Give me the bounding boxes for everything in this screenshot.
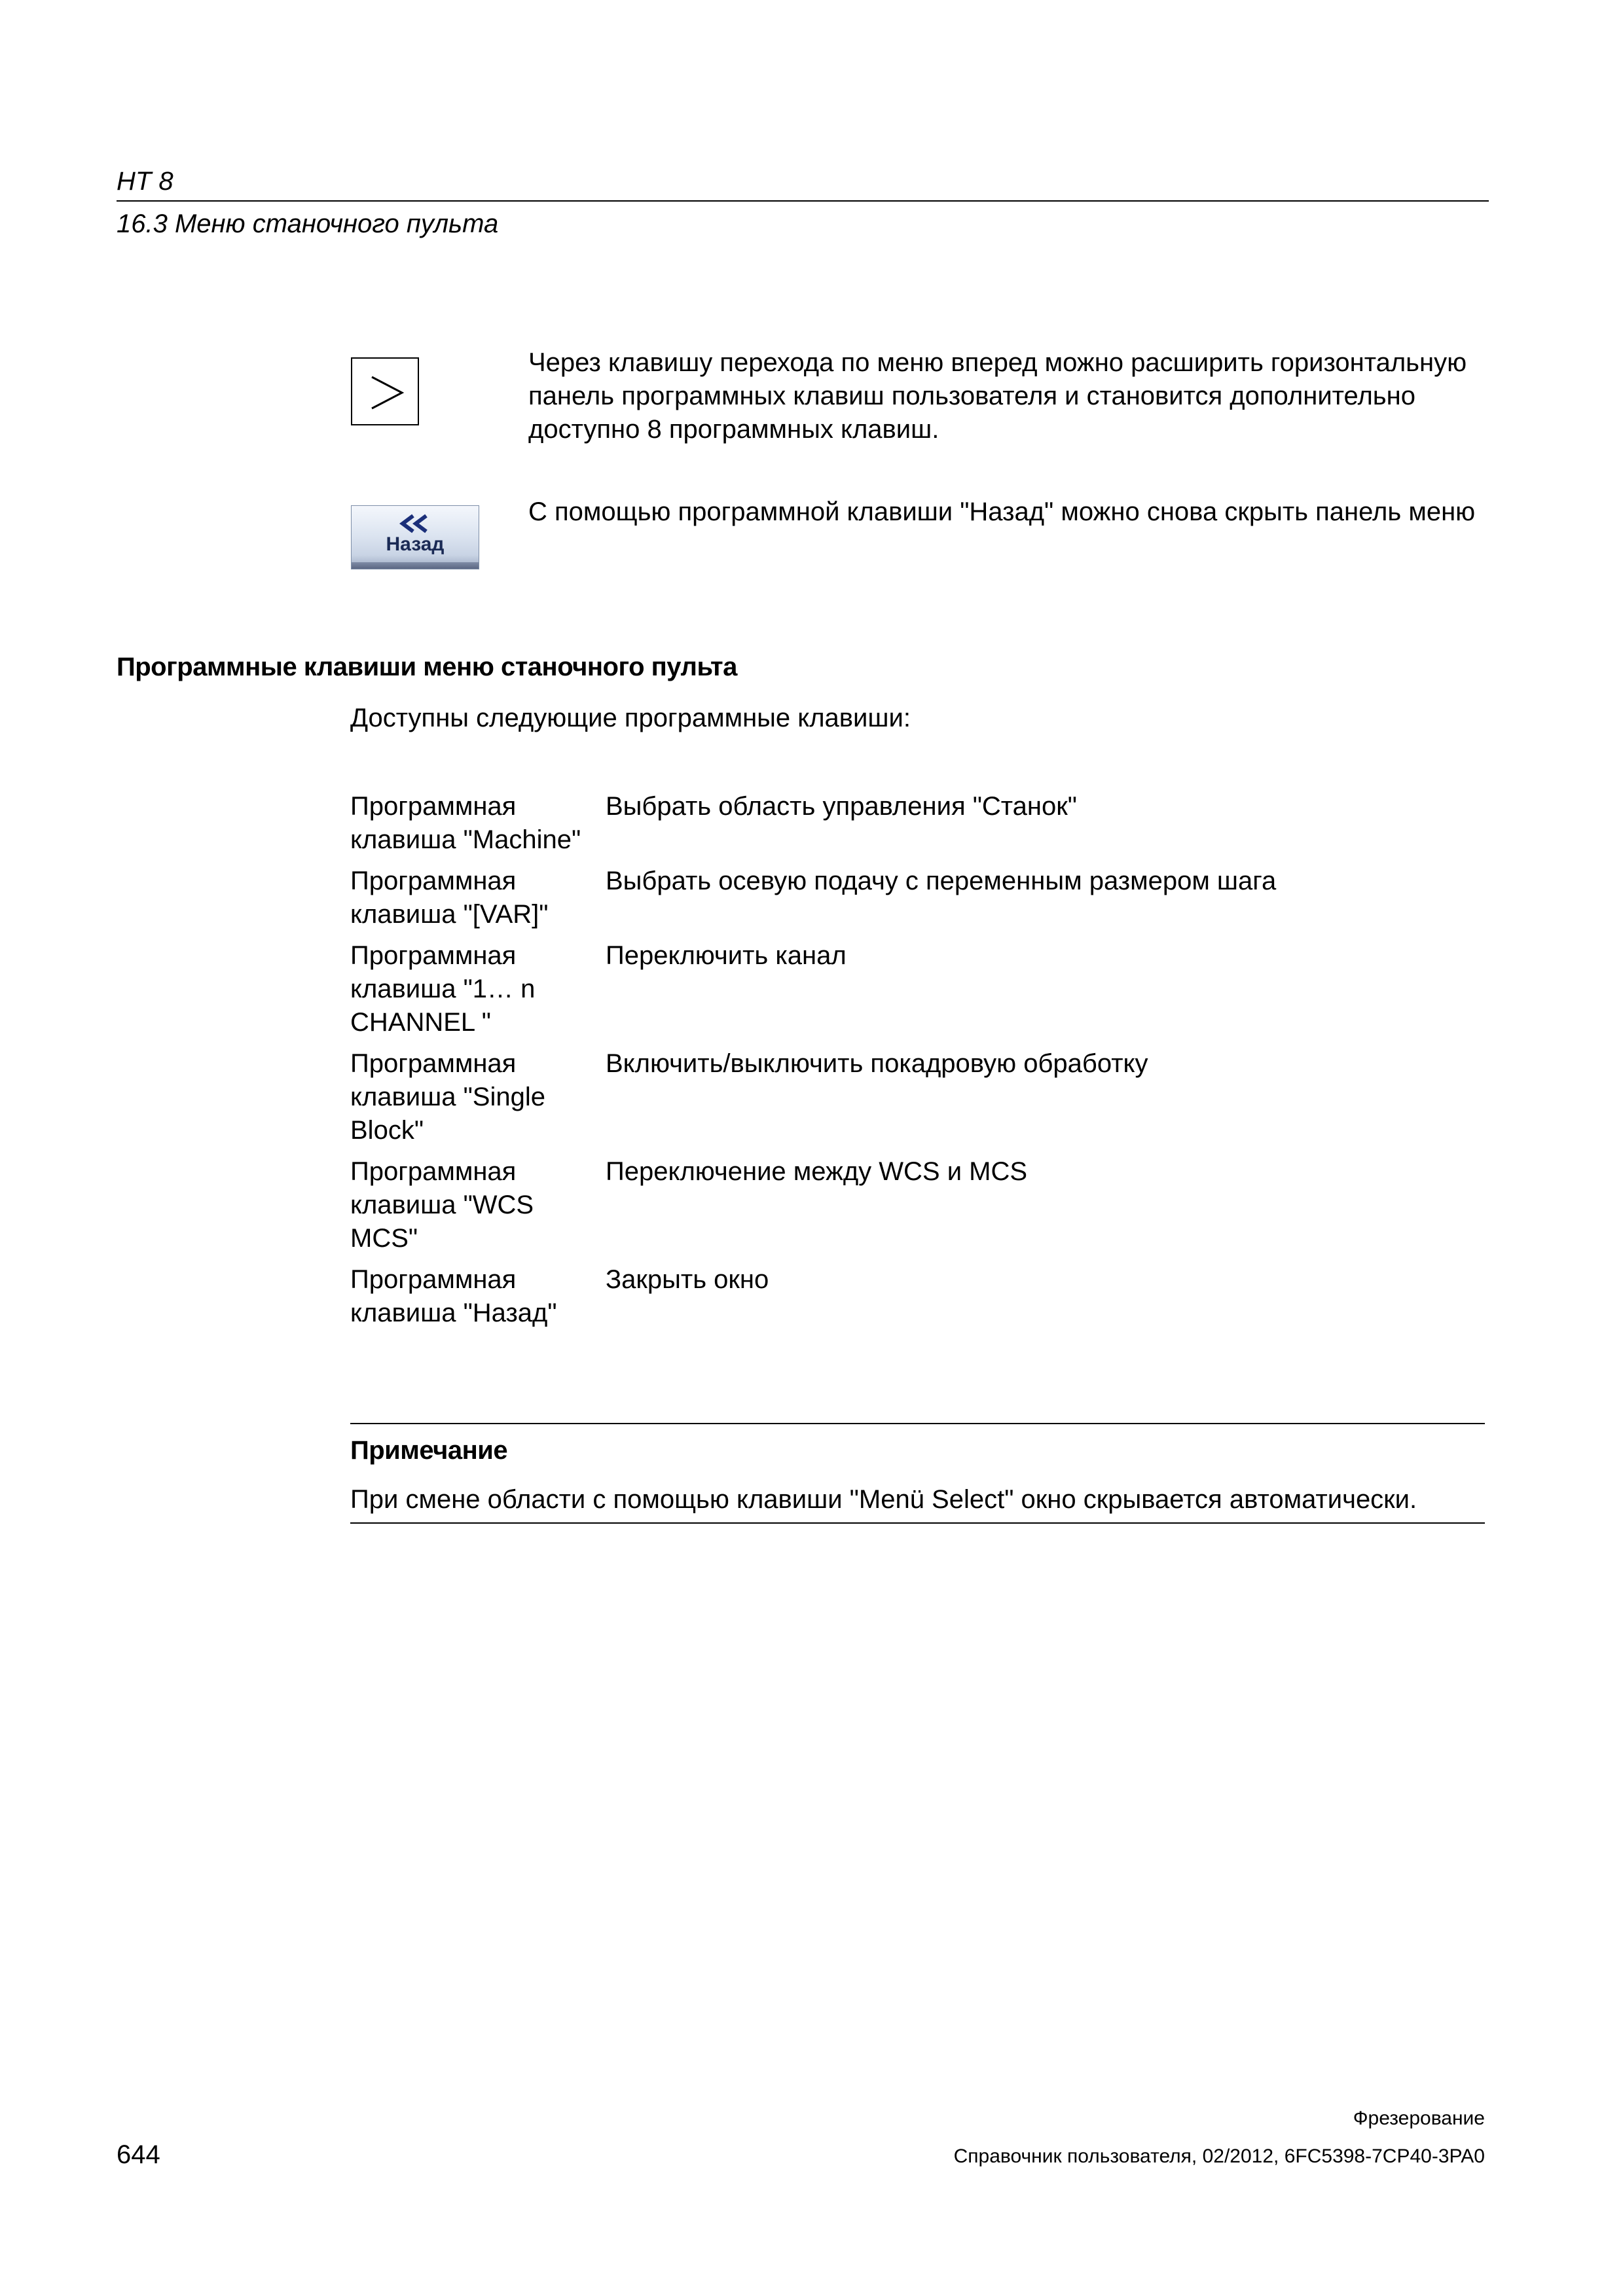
softkey-bar: [352, 562, 479, 569]
chevron-right-icon: [352, 359, 420, 427]
header-rule: [117, 200, 1489, 202]
page-number: 644: [117, 2140, 160, 2169]
softkey-description: Включить/выключить покадровую обработку: [606, 1049, 1148, 1078]
footer-product: Фрезерование: [1353, 2108, 1485, 2129]
table-row: [350, 939, 1489, 1047]
table-row: [350, 1263, 1489, 1338]
softkey-description: Закрыть окно: [606, 1265, 769, 1294]
softkey-name: Программная клавиша "Single Block": [350, 1049, 545, 1145]
softkey-name: Программная клавиша "[VAR]": [350, 867, 549, 929]
header-section-title: 16.3 Меню станочного пульта: [117, 209, 499, 238]
softkey-description: Выбрать область управления "Станок": [606, 792, 1077, 821]
note-title: Примечание: [350, 1436, 508, 1465]
header-chapter: HT 8: [117, 167, 173, 196]
double-chevron-left-icon: [397, 514, 434, 533]
available-softkeys-text: Доступны следующие программные клавиши:: [350, 704, 911, 732]
softkey-description: Выбрать осевую подачу с переменным размером шага: [606, 867, 1277, 895]
softkey-table: [350, 790, 1489, 1338]
softkey-name: Программная клавиша "1… n CHANNEL ": [350, 941, 536, 1037]
back-key-description: С помощью программной клавиши "Назад" можно снова скрыть панель меню: [528, 497, 1476, 526]
softkey-name: Программная клавиша "WCS MCS": [350, 1157, 534, 1253]
menu-forward-key: [351, 357, 419, 425]
table-row: [350, 1155, 1489, 1263]
back-softkey-image: [351, 505, 479, 569]
softkey-description: Переключить канал: [606, 941, 847, 970]
table-row: [350, 790, 1489, 865]
softkey-name: Программная клавиша "Назад": [350, 1265, 557, 1327]
section-heading: Программные клавиши меню станочного пульта: [117, 653, 737, 681]
note-rule-bottom: [350, 1522, 1485, 1524]
note-rule-top: [350, 1423, 1485, 1424]
footer-manual-reference: Справочник пользователя, 02/2012, 6FC5398-7CP40-3PA0: [953, 2145, 1485, 2167]
forward-key-description: Через клавишу перехода по меню вперед можно расширить горизонтальную панель программных клавиш пользователя и становится дополнительно доступно 8 программных клавиш.: [528, 348, 1467, 444]
table-row: [350, 865, 1489, 939]
softkey-name: Программная клавиша "Machine": [350, 792, 581, 854]
note-text: При смене области с помощью клавиши "Menü Select" окно скрывается автоматически.: [350, 1485, 1417, 1514]
softkey-description: Переключение между WCS и MCS: [606, 1157, 1028, 1186]
table-row: [350, 1047, 1489, 1155]
back-softkey-label: Назад: [386, 533, 445, 555]
